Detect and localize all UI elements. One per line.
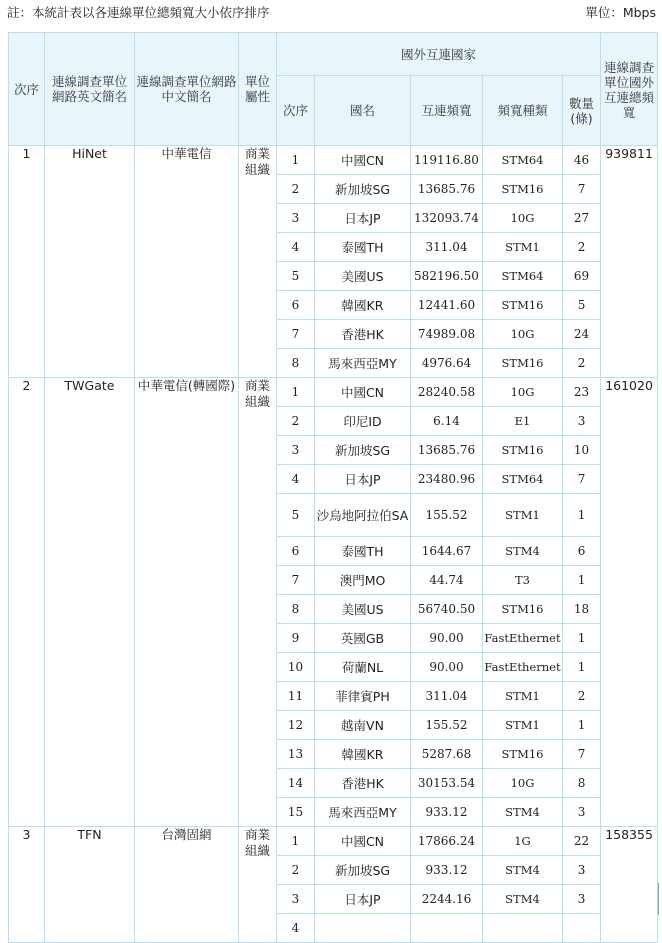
row-bw-type: STM16 <box>483 436 563 465</box>
row-country: 新加坡SG <box>315 175 411 204</box>
row-count: 10 <box>563 436 601 465</box>
row-bandwidth: 933.12 <box>411 856 483 885</box>
header-bw-type: 頻寬種類 <box>483 76 563 146</box>
row-country: 英國GB <box>315 624 411 653</box>
row-bw-type: STM1 <box>483 711 563 740</box>
row-country: 中國CN <box>315 827 411 856</box>
row-country: 泰國TH <box>315 537 411 566</box>
row-count: 1 <box>563 653 601 682</box>
row-bandwidth: 28240.58 <box>411 378 483 407</box>
row-count: 3 <box>563 798 601 827</box>
row-bw-type: STM1 <box>483 233 563 262</box>
row-rank: 1 <box>277 378 315 407</box>
group-eng-name: HiNet <box>45 146 135 378</box>
row-rank: 14 <box>277 769 315 798</box>
row-country: 馬來西亞MY <box>315 349 411 378</box>
row-count: 3 <box>563 407 601 436</box>
row-rank: 5 <box>277 262 315 291</box>
row-count: 24 <box>563 320 601 349</box>
row-bw-type: STM4 <box>483 885 563 914</box>
row-count <box>563 914 601 943</box>
row-country: 泰國TH <box>315 233 411 262</box>
row-count: 1 <box>563 566 601 595</box>
row-bandwidth: 12441.60 <box>411 291 483 320</box>
row-bandwidth: 311.04 <box>411 682 483 711</box>
row-bandwidth: 44.74 <box>411 566 483 595</box>
row-bw-type: STM4 <box>483 856 563 885</box>
row-country: 荷蘭NL <box>315 653 411 682</box>
row-bw-type: STM64 <box>483 262 563 291</box>
row-count: 7 <box>563 465 601 494</box>
row-count: 3 <box>563 856 601 885</box>
row-country: 日本JP <box>315 465 411 494</box>
group-total: 161020 <box>601 378 658 827</box>
row-bw-type: STM64 <box>483 465 563 494</box>
group-rank: 1 <box>9 146 45 378</box>
row-bandwidth: 13685.76 <box>411 175 483 204</box>
row-bw-type: 10G <box>483 769 563 798</box>
row-bandwidth <box>411 914 483 943</box>
row-country: 中國CN <box>315 146 411 175</box>
row-rank: 6 <box>277 537 315 566</box>
row-country: 馬來西亞MY <box>315 798 411 827</box>
header-chn-name: 連線調查單位網路中文簡名 <box>135 33 239 146</box>
row-country: 澳門MO <box>315 566 411 595</box>
scroll-edge <box>658 883 661 915</box>
table-row <box>9 378 658 407</box>
group-attr: 商業組織 <box>239 146 277 378</box>
row-rank: 3 <box>277 436 315 465</box>
row-country: 日本JP <box>315 204 411 233</box>
note-bar <box>0 0 662 22</box>
row-bandwidth: 132093.74 <box>411 204 483 233</box>
group-rank: 2 <box>9 378 45 827</box>
row-country: 香港HK <box>315 320 411 349</box>
row-bw-type: 10G <box>483 204 563 233</box>
row-bandwidth: 30153.54 <box>411 769 483 798</box>
row-country: 新加坡SG <box>315 856 411 885</box>
row-bandwidth: 23480.96 <box>411 465 483 494</box>
row-count: 1 <box>563 624 601 653</box>
row-bandwidth: 6.14 <box>411 407 483 436</box>
row-count: 6 <box>563 537 601 566</box>
row-bandwidth: 90.00 <box>411 624 483 653</box>
row-bandwidth: 90.00 <box>411 653 483 682</box>
row-count: 2 <box>563 233 601 262</box>
row-bw-type: STM4 <box>483 798 563 827</box>
table-body <box>9 146 658 943</box>
row-country: 中國CN <box>315 378 411 407</box>
row-country <box>315 914 411 943</box>
row-bandwidth: 5287.68 <box>411 740 483 769</box>
row-country: 沙烏地阿拉伯SA <box>315 494 411 537</box>
row-bw-type: STM64 <box>483 146 563 175</box>
table-row <box>9 827 658 856</box>
row-bandwidth: 13685.76 <box>411 436 483 465</box>
row-bw-type <box>483 914 563 943</box>
row-bw-type: STM16 <box>483 349 563 378</box>
row-count: 3 <box>563 885 601 914</box>
row-rank: 12 <box>277 711 315 740</box>
group-chn-name: 中華電信(轉國際) <box>135 378 239 827</box>
row-bandwidth: 74989.08 <box>411 320 483 349</box>
bandwidth-table <box>8 32 658 943</box>
row-bandwidth: 56740.50 <box>411 595 483 624</box>
row-bandwidth: 933.12 <box>411 798 483 827</box>
row-rank: 15 <box>277 798 315 827</box>
row-count: 5 <box>563 291 601 320</box>
row-country: 美國US <box>315 595 411 624</box>
row-bw-type: STM16 <box>483 175 563 204</box>
row-count: 18 <box>563 595 601 624</box>
row-rank: 7 <box>277 320 315 349</box>
row-bw-type: T3 <box>483 566 563 595</box>
row-bw-type: FastEthernet <box>483 653 563 682</box>
row-rank: 4 <box>277 465 315 494</box>
row-count: 7 <box>563 740 601 769</box>
row-rank: 7 <box>277 566 315 595</box>
row-rank: 1 <box>277 146 315 175</box>
header-intl-group: 國外互連國家 <box>277 33 601 76</box>
row-count: 22 <box>563 827 601 856</box>
row-count: 8 <box>563 769 601 798</box>
table-note: 註：本統計表以各連線單位總頻寬大小依序排序 <box>7 5 270 20</box>
unit-label: 單位：Mbps <box>585 5 656 20</box>
group-chn-name: 台灣固網 <box>135 827 239 943</box>
row-bw-type: STM1 <box>483 494 563 537</box>
row-bandwidth: 2244.16 <box>411 885 483 914</box>
row-count: 1 <box>563 494 601 537</box>
row-count: 7 <box>563 175 601 204</box>
row-bandwidth: 582196.50 <box>411 262 483 291</box>
row-rank: 8 <box>277 349 315 378</box>
row-bandwidth: 1644.67 <box>411 537 483 566</box>
row-bw-type: STM16 <box>483 291 563 320</box>
row-rank: 9 <box>277 624 315 653</box>
row-bandwidth: 4976.64 <box>411 349 483 378</box>
header-eng-name: 連線調查單位網路英文簡名 <box>45 33 135 146</box>
row-bandwidth: 17866.24 <box>411 827 483 856</box>
header-bandwidth: 互連頻寬 <box>411 76 483 146</box>
group-rank: 3 <box>9 827 45 943</box>
row-count: 1 <box>563 711 601 740</box>
row-country: 越南VN <box>315 711 411 740</box>
row-bw-type: STM16 <box>483 740 563 769</box>
row-bandwidth: 155.52 <box>411 494 483 537</box>
row-bw-type: E1 <box>483 407 563 436</box>
row-bw-type: 10G <box>483 378 563 407</box>
header-count: 數量(條) <box>563 76 601 146</box>
row-country: 菲律賓PH <box>315 682 411 711</box>
group-total: 158355 <box>601 827 658 943</box>
row-count: 46 <box>563 146 601 175</box>
row-rank: 1 <box>277 827 315 856</box>
row-bw-type: STM4 <box>483 537 563 566</box>
group-chn-name: 中華電信 <box>135 146 239 378</box>
row-rank: 2 <box>277 856 315 885</box>
row-rank: 6 <box>277 291 315 320</box>
row-rank: 2 <box>277 175 315 204</box>
group-eng-name: TFN <box>45 827 135 943</box>
row-count: 2 <box>563 349 601 378</box>
row-rank: 3 <box>277 204 315 233</box>
row-rank: 2 <box>277 407 315 436</box>
row-bandwidth: 119116.80 <box>411 146 483 175</box>
group-eng-name: TWGate <box>45 378 135 827</box>
header-attr: 單位屬性 <box>239 33 277 146</box>
row-bw-type: FastEthernet <box>483 624 563 653</box>
row-bandwidth: 311.04 <box>411 233 483 262</box>
row-rank: 10 <box>277 653 315 682</box>
row-bw-type: 10G <box>483 320 563 349</box>
row-country: 美國US <box>315 262 411 291</box>
group-attr: 商業組織 <box>239 827 277 943</box>
row-country: 新加坡SG <box>315 436 411 465</box>
row-rank: 5 <box>277 494 315 537</box>
row-country: 日本JP <box>315 885 411 914</box>
header-sub-rank: 次序 <box>277 76 315 146</box>
row-count: 69 <box>563 262 601 291</box>
row-count: 23 <box>563 378 601 407</box>
row-rank: 11 <box>277 682 315 711</box>
group-attr: 商業組織 <box>239 378 277 827</box>
row-country: 韓國KR <box>315 291 411 320</box>
row-rank: 4 <box>277 914 315 943</box>
row-count: 2 <box>563 682 601 711</box>
row-bw-type: STM1 <box>483 682 563 711</box>
header-country: 國名 <box>315 76 411 146</box>
row-bw-type: STM16 <box>483 595 563 624</box>
row-country: 香港HK <box>315 769 411 798</box>
table-row <box>9 146 658 175</box>
row-rank: 4 <box>277 233 315 262</box>
group-total: 939811 <box>601 146 658 378</box>
row-count: 27 <box>563 204 601 233</box>
row-country: 韓國KR <box>315 740 411 769</box>
row-bandwidth: 155.52 <box>411 711 483 740</box>
row-rank: 8 <box>277 595 315 624</box>
row-bw-type: 1G <box>483 827 563 856</box>
header-total: 連線調查單位國外互連總頻寬 <box>601 33 658 146</box>
header-rank: 次序 <box>9 33 45 146</box>
row-country: 印尼ID <box>315 407 411 436</box>
row-rank: 13 <box>277 740 315 769</box>
row-rank: 3 <box>277 885 315 914</box>
